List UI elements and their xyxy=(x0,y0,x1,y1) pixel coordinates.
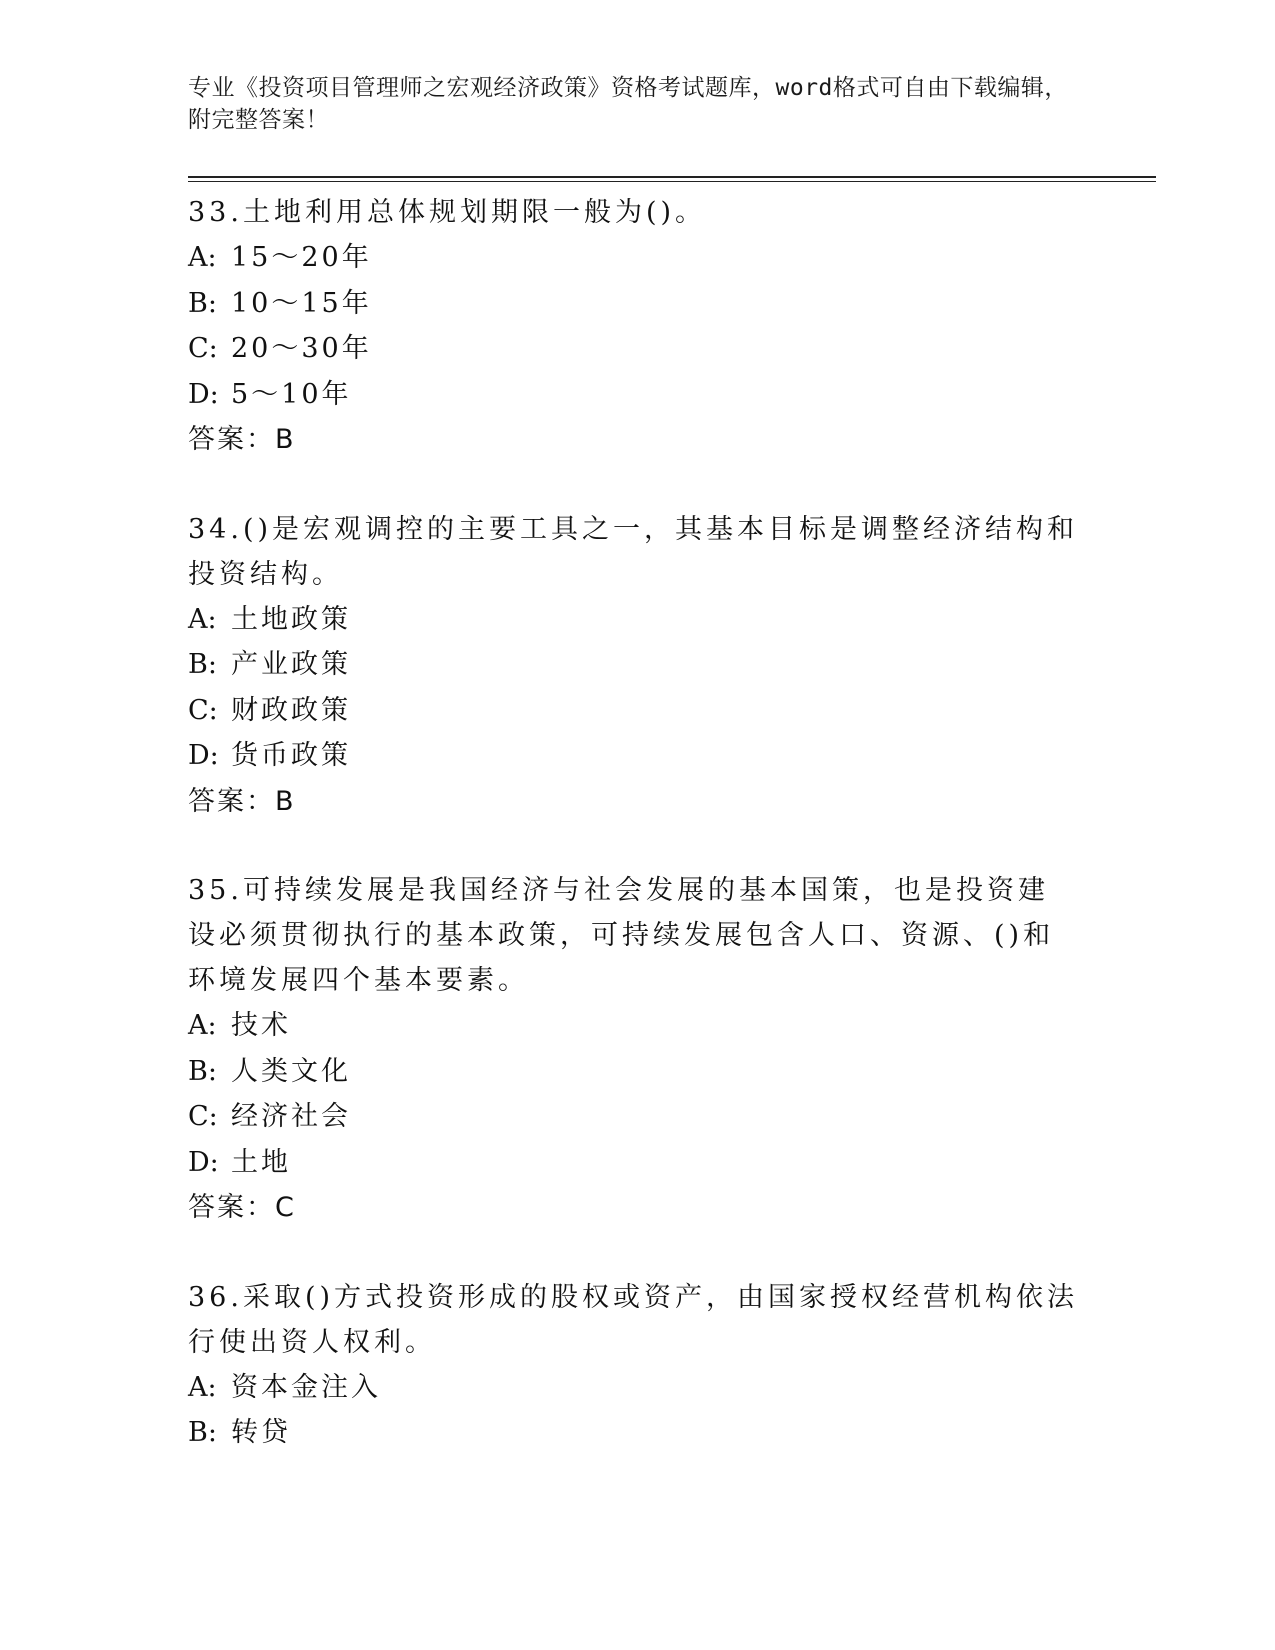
option-text: 资本金注入 xyxy=(231,1371,381,1403)
option-text: 土地政策 xyxy=(231,603,351,635)
question-text: 34.()是宏观调控的主要工具之一，其基本目标是调整经济结构和投资结构。 xyxy=(188,513,1079,590)
option-text: 15～20年 xyxy=(231,242,372,273)
option-c xyxy=(188,1094,1078,1140)
option-text: 10～15年 xyxy=(231,287,372,319)
question-text: 36.采取()方式投资形成的股权或资产，由国家授权经营机构依法行使出资人权利。 xyxy=(188,1281,1079,1358)
option-a xyxy=(188,597,1078,643)
answer-line: 答案：B xyxy=(188,785,296,817)
option-key: B: xyxy=(188,649,217,680)
question-item xyxy=(188,1275,1078,1456)
option-key: C: xyxy=(188,1101,218,1132)
option-a xyxy=(188,1003,1078,1049)
question-item xyxy=(188,190,1078,463)
option-c xyxy=(188,688,1078,734)
option-text: 土地 xyxy=(231,1146,291,1178)
option-key: B: xyxy=(188,1417,217,1448)
option-key: D: xyxy=(188,378,219,410)
header-divider-thin xyxy=(188,181,1156,182)
option-key: A: xyxy=(188,242,217,273)
option-key: C: xyxy=(188,694,218,726)
option-a xyxy=(188,235,1078,281)
document-intro: 专业《投资项目管理师之宏观经济政策》资格考试题库，word格式可自由下载编辑，附完整答案！ xyxy=(188,75,1068,133)
option-key: D: xyxy=(188,1146,219,1178)
question-item xyxy=(188,507,1078,825)
question-item xyxy=(188,868,1078,1231)
option-key: C: xyxy=(188,333,218,364)
question-text: 33.土地利用总体规划期限一般为()。 xyxy=(188,197,707,228)
option-d xyxy=(188,1140,1078,1186)
answer-line: 答案：B xyxy=(188,424,296,455)
option-key: D: xyxy=(188,740,219,771)
option-text: 经济社会 xyxy=(231,1101,351,1132)
option-text: 技术 xyxy=(231,1010,291,1041)
option-b xyxy=(188,642,1078,688)
option-a xyxy=(188,1365,1078,1411)
option-key: B: xyxy=(188,287,217,319)
option-text: 货币政策 xyxy=(231,740,351,771)
option-d xyxy=(188,372,1078,418)
option-text: 人类文化 xyxy=(231,1055,351,1087)
option-key: A: xyxy=(188,1010,217,1041)
option-text: 产业政策 xyxy=(231,649,351,680)
option-c xyxy=(188,326,1078,372)
option-d xyxy=(188,733,1078,779)
answer-line: 答案：C xyxy=(188,1192,296,1223)
option-text: 转贷 xyxy=(231,1417,291,1448)
option-key: B: xyxy=(188,1055,217,1087)
question-text: 35.可持续发展是我国经济与社会发展的基本国策，也是投资建设必须贯彻执行的基本政策，可持续发展包含人口、资源、()和环境发展四个基本要素。 xyxy=(188,875,1055,996)
question-list xyxy=(188,190,1078,1500)
option-text: 财政政策 xyxy=(231,694,351,726)
option-b xyxy=(188,1049,1078,1095)
option-text: 20～30年 xyxy=(231,333,372,364)
option-b xyxy=(188,1410,1078,1456)
option-key: A: xyxy=(188,1371,217,1403)
option-b xyxy=(188,281,1078,327)
header-divider-thick xyxy=(188,176,1156,178)
option-key: A: xyxy=(188,603,217,635)
option-text: 5～10年 xyxy=(231,378,352,410)
